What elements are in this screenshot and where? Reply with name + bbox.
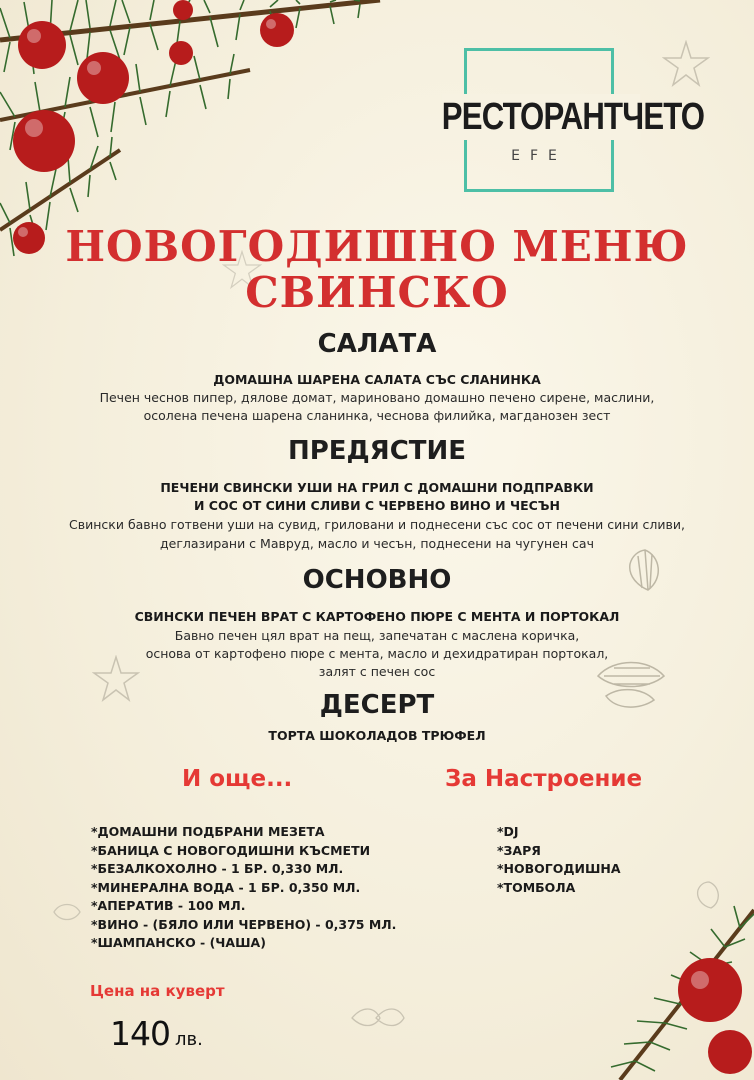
list-item: *ЗАРЯ xyxy=(497,842,541,858)
list-item: *МИНЕРАЛНА ВОДА - 1 БР. 0,350 МЛ. xyxy=(91,879,361,895)
section-heading-dessert: ДЕСЕРТ xyxy=(319,690,435,720)
dish-name: ДОМАШНА ШАРЕНА САЛАТА СЪС СЛАНИНКА xyxy=(213,372,541,387)
list-item: *DJ xyxy=(497,824,519,839)
section-heading-starter: ПРЕДЯСТИЕ xyxy=(287,436,467,466)
dish-name: СВИНСКИ ПЕЧЕН ВРАТ С КАРТОФЕНО ПЮРЕ С МЕНТА И ПОРТОКАЛ xyxy=(134,609,620,624)
dish-description: Печен чеснов пипер, дялове домат, мариновано домашно печено сирене, маслини, xyxy=(99,390,655,405)
dish-name: ТОРТА ШОКОЛАДОВ ТРЮФЕЛ xyxy=(268,728,486,743)
mood-heading: За Настроение xyxy=(445,766,643,792)
logo-name: РЕСТОРАНТЧЕТО xyxy=(441,96,705,138)
dish-description: деглазирани с Мавруд, масло и чесън, поднесени на чугунен сач xyxy=(160,536,594,551)
logo-subtitle: EFE xyxy=(511,148,567,164)
dish-description: залят с печен сос xyxy=(318,664,436,679)
list-item: *ШАМПАНСКО - (ЧАША) xyxy=(91,935,266,950)
section-heading-main: ОСНОВНО xyxy=(302,565,452,595)
mood-list xyxy=(497,823,621,897)
dish-name: И СОС ОТ СИНИ СЛИВИ С ЧЕРВЕНО ВИНО И ЧЕСЪН xyxy=(193,498,560,513)
list-item: *БЕЗАЛКОХОЛНО - 1 БР. 0,330 МЛ. xyxy=(91,861,344,876)
list-item: *ДОМАШНИ ПОДБРАНИ МЕЗЕТА xyxy=(91,824,325,839)
starfish-icon xyxy=(662,40,710,88)
seashell-icon xyxy=(52,900,82,924)
section-heading-salad: САЛАТА xyxy=(317,329,437,359)
extras-heading: И още... xyxy=(182,766,293,792)
price-currency: лв. xyxy=(175,1029,203,1050)
seashell-icon xyxy=(694,880,724,910)
list-item: *ТОМБОЛА xyxy=(497,879,576,895)
seashell-icon xyxy=(350,1004,406,1030)
price-amount: 140 xyxy=(110,1014,170,1053)
dish-description: осолена печена шарена сланинка, чеснова филийка, магданозен зест xyxy=(143,408,611,423)
price-label: Цена на куверт xyxy=(90,982,225,1000)
menu-title-line1: НОВОГОДИШНО МЕНЮ xyxy=(65,222,689,271)
price xyxy=(110,1014,203,1053)
dish-description: Бавно печен цял врат на пещ, запечатан с маслена коричка, xyxy=(174,628,580,643)
dish-description: основа от картофено пюре с мента, масло и дехидратиран портокал, xyxy=(145,646,609,661)
list-item: *ВИНО - (БЯЛО ИЛИ ЧЕРВЕНО) - 0,375 МЛ. xyxy=(91,916,397,932)
list-item: *БАНИЦА С НОВОГОДИШНИ КЪСМЕТИ xyxy=(91,842,371,858)
list-item: *НОВОГОДИШНА xyxy=(497,861,621,876)
dish-name: ПЕЧЕНИ СВИНСКИ УШИ НА ГРИЛ С ДОМАШНИ ПОДПРАВКИ xyxy=(160,480,594,495)
menu-title-line2: СВИНСКО xyxy=(245,268,509,317)
extras-list xyxy=(91,823,396,953)
list-item: *АПЕРАТИВ - 100 МЛ. xyxy=(91,898,246,913)
pine-branch-bottom-right-icon xyxy=(560,880,754,1080)
dish-description: Свински бавно готвени уши на сувид, гриловани и поднесени със сос от печени сини сливи, xyxy=(69,517,685,532)
